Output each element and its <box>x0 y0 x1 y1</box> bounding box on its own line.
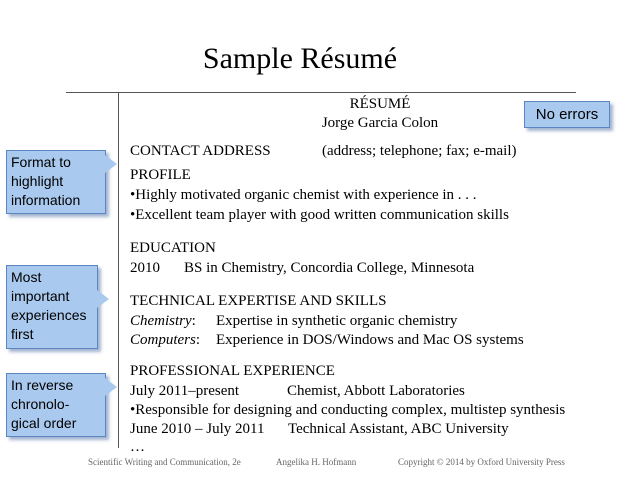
callout-line: first <box>11 326 34 342</box>
slide-title: Sample Résumé <box>202 42 398 75</box>
education-heading: EDUCATION <box>130 240 216 256</box>
contact-label: CONTACT ADDRESS <box>130 143 271 159</box>
callout-no-errors <box>524 101 610 128</box>
callout-line: Most <box>11 269 42 285</box>
job1-bullet: •Responsible for designing and conducting complex, multistep synthesis <box>130 402 566 418</box>
skill-value: Expertise in synthetic organic chemistry <box>216 313 458 329</box>
left-rule <box>118 92 119 448</box>
callout-line: In reverse <box>11 377 74 393</box>
skill-value: Experience in DOS/Windows and Mac OS systems <box>216 332 524 348</box>
footer-author: Angelika H. Hofmann <box>276 457 357 467</box>
experience-heading: PROFESSIONAL EXPERIENCE <box>130 363 335 379</box>
education-year: 2010 <box>130 260 160 276</box>
resume-name: Jorge Garcia Colon <box>321 115 439 131</box>
technical-heading: TECHNICAL EXPERTISE AND SKILLS <box>130 293 387 309</box>
callout-pointer <box>97 290 109 308</box>
callout-format <box>6 150 106 214</box>
top-rule <box>66 92 576 93</box>
callout-line: highlight <box>11 173 64 189</box>
contact-detail: (address; telephone; fax; e-mail) <box>322 143 517 159</box>
job2-dates: June 2010 – July 2011 <box>130 421 265 437</box>
footer-book: Scientific Writing and Communication, 2e <box>88 457 241 467</box>
job1-dates: July 2011–present <box>130 383 240 399</box>
callout-line: experiences <box>11 307 87 323</box>
profile-bullet: •Highly motivated organic chemist with experience in . . . <box>130 187 477 203</box>
callout-reverse <box>6 373 106 437</box>
callout-most-important <box>6 265 98 349</box>
callout-text: No errors <box>535 106 599 123</box>
profile-heading: PROFILE <box>130 167 191 183</box>
experience-ellipsis: … <box>130 439 145 455</box>
callout-pointer <box>105 378 117 396</box>
education-degree: BS in Chemistry, Concordia College, Minnesota <box>184 260 475 276</box>
skill-label: Computers: <box>130 332 201 348</box>
job2-title: Technical Assistant, ABC University <box>288 421 509 437</box>
resume-heading: RÉSUMÉ <box>349 96 411 112</box>
callout-line: Format to <box>11 154 71 170</box>
callout-line: important <box>11 288 70 304</box>
callout-pointer <box>105 155 117 173</box>
job1-title: Chemist, Abbott Laboratories <box>287 383 465 399</box>
callout-line: chronolo- <box>11 396 70 412</box>
skill-label: Chemistry: <box>130 313 196 329</box>
callout-line: information <box>11 192 81 208</box>
callout-line: gical order <box>11 415 77 431</box>
profile-bullet: •Excellent team player with good written communication skills <box>130 207 509 223</box>
footer-copyright: Copyright © 2014 by Oxford University Press <box>398 457 565 467</box>
